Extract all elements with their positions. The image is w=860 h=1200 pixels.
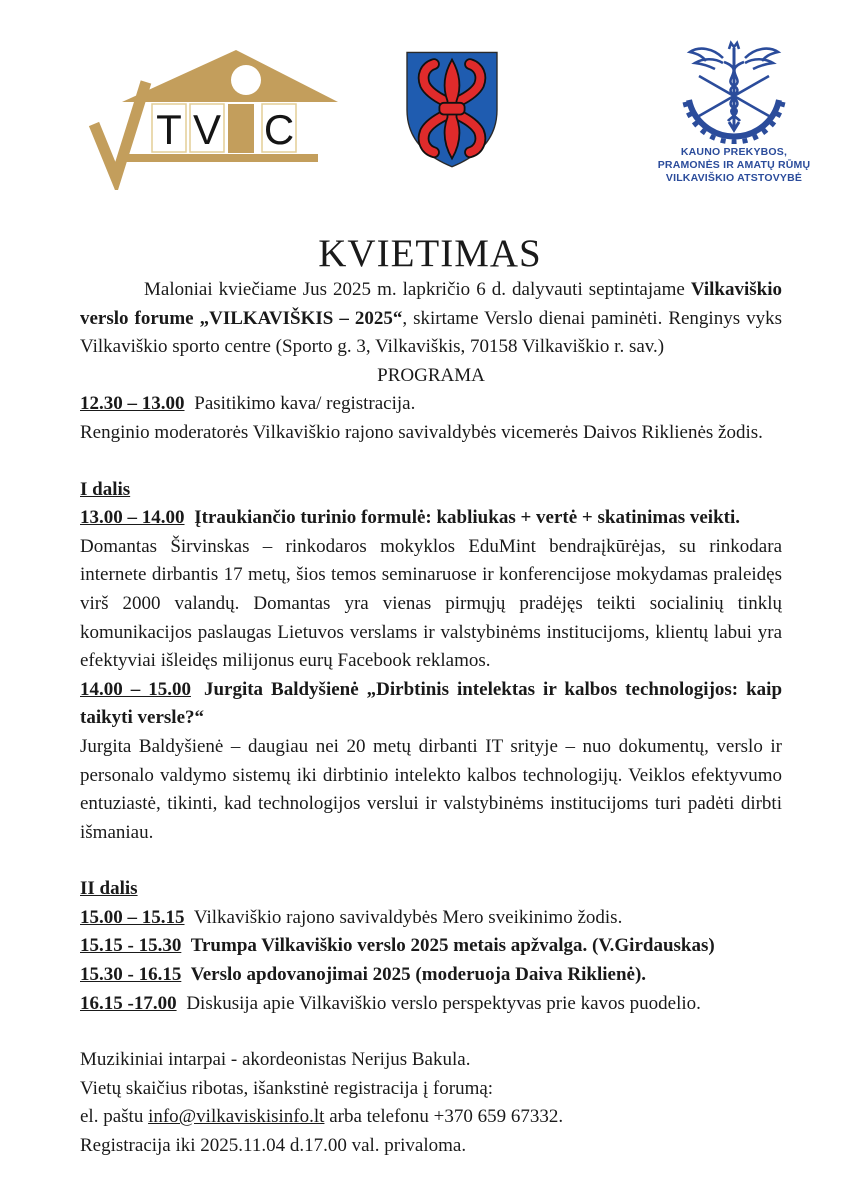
schedule-time: 14.00 – 15.00 — [80, 678, 191, 700]
schedule-item — [80, 676, 782, 733]
schedule-text: Trumpa Vilkaviškio verslo 2025 metais apžvalga. (V.Girdauskas) — [186, 935, 715, 957]
schedule-text: Verslo apdovanojimai 2025 (moderuoja Daiva Riklienė). — [186, 964, 647, 986]
schedule-item — [80, 961, 782, 990]
intro-paragraph — [80, 276, 782, 362]
intro-text-1: Maloniai kviečiame Jus 2025 m. lapkričio 6 d. dalyvauti septintajame — [144, 279, 691, 300]
part1-heading: I dalis — [80, 478, 131, 500]
schedule-time: 16.15 -17.00 — [80, 992, 177, 1014]
schedule-time: 13.00 – 14.00 — [80, 507, 185, 529]
schedule-text: Pasitikimo kava/ registracija. — [189, 393, 416, 415]
intro-text-2: , skirtame Verslo dienai paminėti. Renginys vyks Vilkaviškio sporto centre (Sporto g. 3, Vilkaviškis, 70158 Vilkaviškio r. sav.) — [80, 307, 782, 358]
tvic-house-icon — [86, 40, 348, 190]
speaker-description: Domantas Širvinskas – rinkodaros mokyklos EduMint bendraįkūrėjas, su rinkodara internete dirbantis 17 metų, šios temos seminaruose ir konferencijose mokydamas praleidęs virš 2000 valandų. Domantas yra vienas pirmųjų pradėjęs teikti socialinių tinklų komunikacijos paslaugas Lietuvos verslams ir valstybinėms institucijoms, klientų labui yra efektyviai išleidęs milijonus eurų Facebook reklamos. — [80, 535, 782, 672]
chamber-name-line3: VILKAVIŠKIO ATSTOVYBĖ — [665, 172, 803, 184]
chamber-name — [646, 146, 822, 185]
part2-heading: II dalis — [80, 878, 138, 900]
svg-text:T: T — [156, 106, 182, 153]
chamber-name-line1: KAUNO PREKYBOS, — [680, 146, 788, 158]
tvic-logo — [86, 40, 348, 190]
schedule-time: 15.00 – 15.15 — [80, 906, 185, 928]
schedule-text: Diskusija apie Vilkaviškio verslo perspektyvas prie kavos puodelio. — [181, 992, 701, 1014]
schedule-text: Jurgita Baldyšienė „Dirbtinis intelektas ir kalbos technologijos: kaip taikyti versle?“ — [80, 678, 783, 729]
chamber-logo — [646, 40, 822, 196]
caduceus-gear-icon — [669, 40, 799, 144]
schedule-item — [80, 990, 782, 1019]
shield-fleur-de-lis-icon — [398, 34, 506, 186]
moderator-line: Renginio moderatorės Vilkaviškio rajono savivaldybės vicemerės Daivos Riklienės žodis. — [80, 421, 763, 443]
schedule-time: 12.30 – 13.00 — [80, 393, 185, 415]
email-suffix: arba telefonu +370 659 67332. — [324, 1106, 564, 1128]
seats-line: Vietų skaičius ribotas, išankstinė registracija į forumą: — [80, 1077, 494, 1099]
svg-text:C: C — [263, 106, 295, 153]
page-title: KVIETIMAS — [318, 232, 542, 275]
email-prefix: el. paštu — [80, 1106, 149, 1128]
header-logos — [0, 34, 860, 196]
schedule-item — [80, 504, 782, 533]
schedule-time: 15.15 - 15.30 — [80, 935, 182, 957]
schedule-item — [80, 932, 782, 961]
svg-text:V: V — [192, 106, 222, 153]
document-body — [0, 276, 860, 1161]
speaker-description: Jurgita Baldyšienė – daugiau nei 20 metų dirbanti IT srityje – nuo dokumentų, verslo ir personalo valdymo sistemų iki dirbtinio intelekto kalbos technologijų. Veiklos efektyvumo entuziastė, tikinti, kad technologijos verslui ir valstybinėms institucijoms turi padėti dirbti išmaniau. — [80, 735, 782, 843]
chamber-name-line2: PRAMONĖS IR AMATŲ RŪMŲ — [657, 159, 811, 171]
forum-name: Vilkaviškio verslo forume „VILKAVIŠKIS – 2025“ — [80, 279, 782, 329]
program-heading: PROGRAMA — [377, 364, 485, 386]
schedule-time: 15.30 - 16.15 — [80, 964, 182, 986]
music-line: Muzikiniai intarpai - akordeonistas Nerijus Bakula. — [80, 1049, 471, 1071]
schedule-item — [80, 904, 782, 933]
schedule-text: Vilkaviškio rajono savivaldybės Mero sveikinimo žodis. — [189, 906, 623, 928]
vilkaviskis-coat-of-arms-icon — [398, 34, 506, 186]
schedule-item — [80, 390, 782, 419]
deadline-line: Registracija iki 2025.11.04 d.17.00 val. privaloma. — [80, 1135, 467, 1157]
schedule-text: Įtraukiančio turinio formulė: kabliukas + vertė + skatinimas veikti. — [189, 507, 741, 529]
registration-line — [80, 1103, 782, 1132]
email-link[interactable]: info@vilkaviskisinfo.lt — [148, 1106, 325, 1128]
